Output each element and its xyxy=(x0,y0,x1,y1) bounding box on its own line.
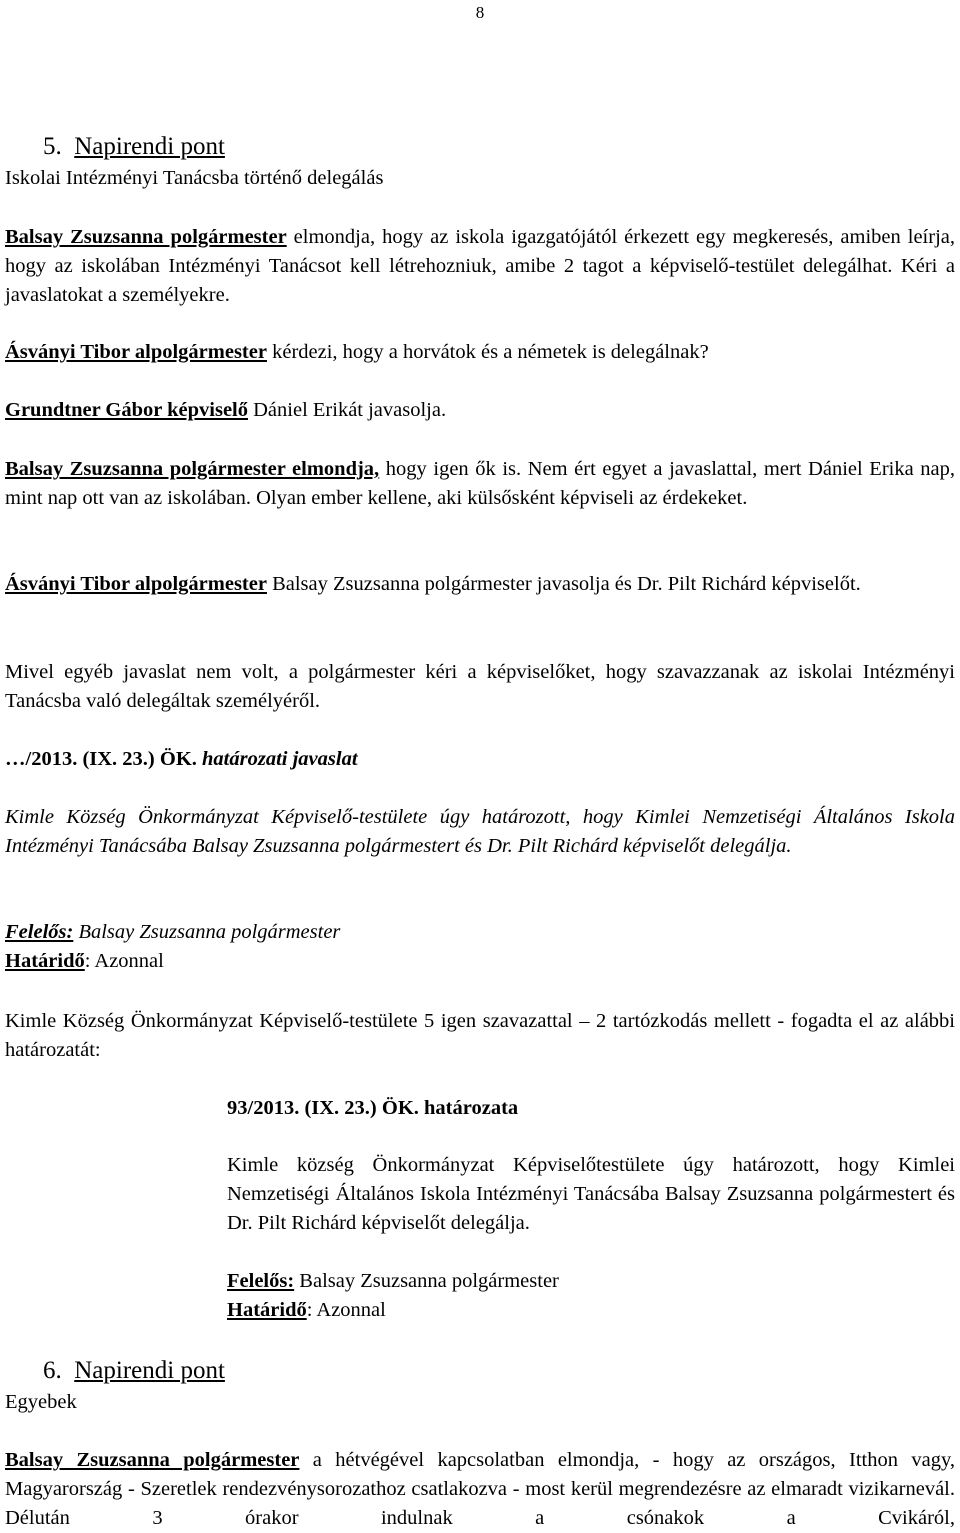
section-5-heading xyxy=(43,131,225,163)
deadline-value: : Azonnal xyxy=(84,950,164,972)
responsible-label: Felelős: xyxy=(227,1270,295,1292)
resolution-text: Kimle község Önkormányzat Képviselőtestülete úgy határozott, hogy Kimlei Nemzetiségi Általános Iskola Intézményi Tanácsába Balsay Zsuzsanna polgármestert és Dr. Pilt Richárd képviselőt delegálja. xyxy=(227,1154,955,1234)
section-5-number: 5. xyxy=(43,133,62,160)
proposal-label: határozati javaslat xyxy=(196,748,358,770)
page-number: 8 xyxy=(475,3,485,22)
section-6-subtitle: Egyebek xyxy=(5,1391,77,1413)
paragraph-text: kérdezi, hogy a horvátok és a németek is delegálnak? xyxy=(266,341,709,363)
paragraph-4 xyxy=(5,455,955,513)
responsible-value: Balsay Zsuzsanna polgármester xyxy=(73,921,341,943)
section-5-title: Napirendi pont xyxy=(74,133,225,160)
section-6-heading xyxy=(43,1355,225,1387)
paragraph-3 xyxy=(5,396,955,425)
resolution-heading xyxy=(227,1094,955,1123)
paragraph-text: hogy igen ők is. Nem ért egyet a javaslattal, mert Dániel Erika nap, mint nap ott van az iskolában. Olyan ember kellene, aki külsősként képviseli az érdekeket. xyxy=(5,458,956,509)
proposal-responsible xyxy=(5,918,955,947)
deadline-value: : Azonnal xyxy=(306,1299,386,1321)
speaker-name: Balsay Zsuzsanna polgármester elmondja, xyxy=(5,458,380,480)
paragraph-5 xyxy=(5,570,955,599)
proposal-heading xyxy=(5,745,955,774)
paragraph-text: Dániel Erikát javasolja. xyxy=(248,399,447,421)
resolution-number: 93/2013. (IX. 23.) ÖK. xyxy=(227,1097,419,1119)
proposal-text: Kimle Község Önkormányzat Képviselő-testülete úgy határozott, hogy Kimlei Nemzetiségi Általános Iskola Intézményi Tanácsába Balsay Zsuzsanna polgármestert és Dr. Pilt Richárd képviselőt delegálja. xyxy=(5,806,955,857)
paragraph-2 xyxy=(5,338,955,367)
speaker-name: Ásványi Tibor alpolgármester xyxy=(5,341,267,363)
section-6-title: Napirendi pont xyxy=(74,1357,225,1384)
vote-text: Kimle Község Önkormányzat Képviselő-testülete 5 igen szavazattal – 2 tartózkodás mellett - fogadta el az alábbi határozatát: xyxy=(5,1010,955,1061)
speaker-name: Balsay Zsuzsanna polgármester xyxy=(5,1449,300,1471)
paragraph-6: Mivel egyéb javaslat nem volt, a polgármester kéri a képviselőket, hogy szavazzanak az iskolai Intézményi Tanácsba való delegáltak személyéről. xyxy=(5,661,955,712)
section-6-number: 6. xyxy=(43,1357,62,1384)
proposal-deadline xyxy=(5,947,955,976)
resolution-label: határozata xyxy=(418,1097,519,1119)
paragraph-text: a hétvégével kapcsolatban elmondja, - hogy az országos, Itthon vagy, Magyarország - Szeretlek rendezvénysorozathoz csatlakozva - most kerül megrendezésre az elmaradt vizikarnevál. Délután 3 órakor indulnak a csónakok a Cvikáról, xyxy=(5,1449,955,1529)
responsible-label: Felelős: xyxy=(5,921,74,943)
proposal-number: …/2013. (IX. 23.) ÖK. xyxy=(5,748,197,770)
paragraph-text: Balsay Zsuzsanna polgármester javasolja és Dr. Pilt Richárd képviselőt. xyxy=(266,573,861,595)
paragraph-text: elmondja, hogy az iskola igazgatójától érkezett egy megkeresés, amiben leírja, hogy az iskolában Intézményi Tanácsot kell létrehozniuk, amibe 2 tagot a képviselő-testület delegálhat. Kéri a javaslatokat a személyekre. xyxy=(5,226,955,306)
deadline-label: Határidő xyxy=(5,950,85,972)
section-5-subtitle: Iskolai Intézményi Tanácsba történő delegálás xyxy=(5,167,384,189)
deadline-label: Határidő xyxy=(227,1299,307,1321)
speaker-name: Grundtner Gábor képviselő xyxy=(5,399,248,421)
paragraph-7 xyxy=(5,1446,955,1533)
speaker-name: Balsay Zsuzsanna polgármester xyxy=(5,226,287,248)
paragraph-1 xyxy=(5,223,955,310)
resolution-responsible xyxy=(227,1267,955,1296)
responsible-value: Balsay Zsuzsanna polgármester xyxy=(294,1270,559,1292)
speaker-name: Ásványi Tibor alpolgármester xyxy=(5,573,267,595)
resolution-deadline xyxy=(227,1296,955,1325)
